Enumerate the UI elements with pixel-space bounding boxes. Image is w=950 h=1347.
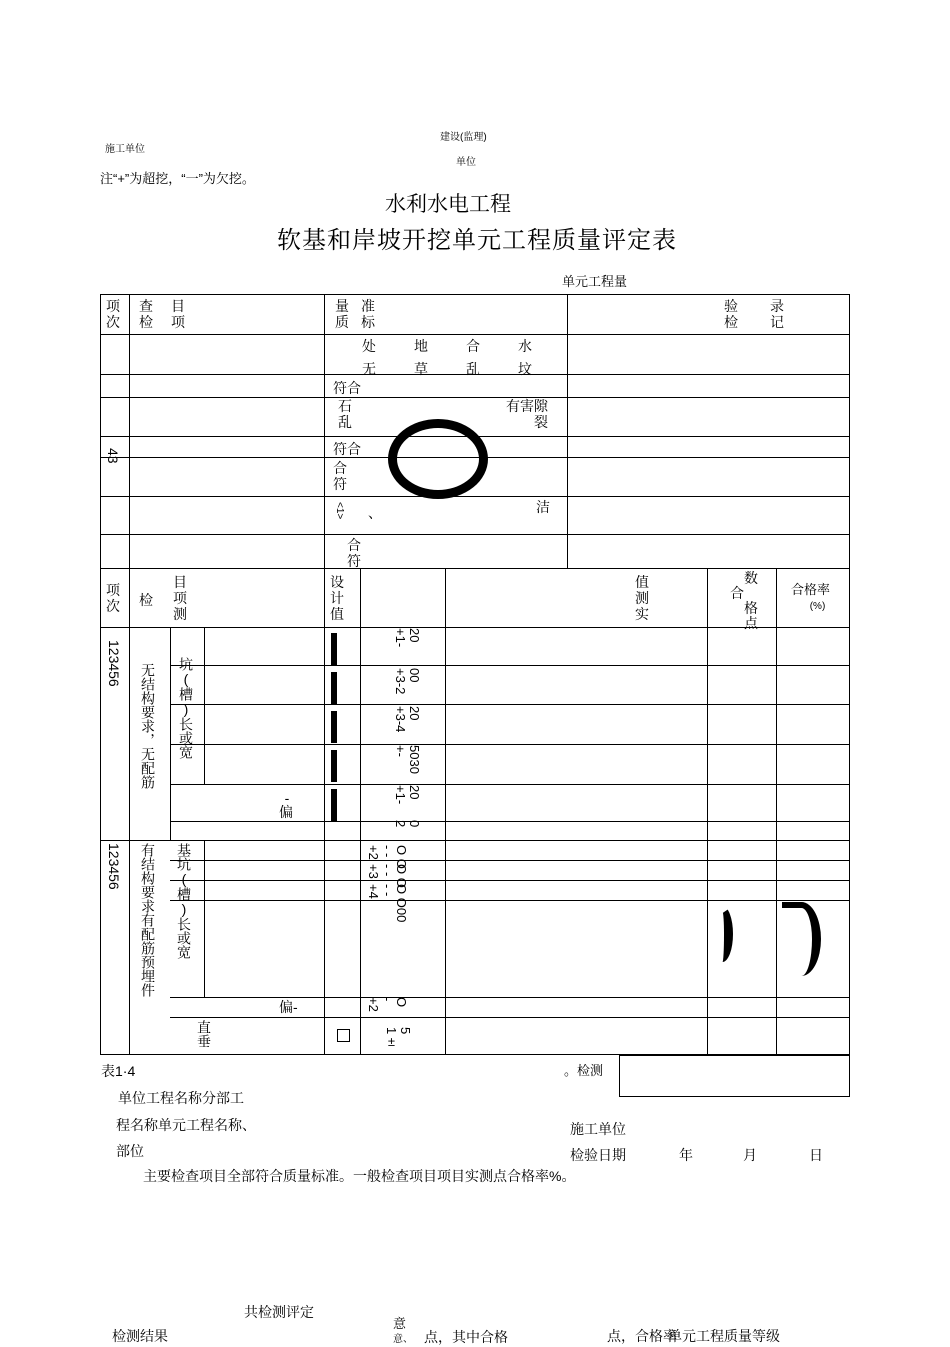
t2-header-check: 检 [139,592,153,608]
group2-allowance-2: O O - - +3 [366,864,409,888]
page-title: 水利水电工程 [385,193,511,216]
row6-standard-right: 洁 [536,499,550,515]
group2-label: 有结构要求有配筋预埋件 [140,843,156,997]
main-items-conclusion: 主要检查项目全部符合质量标准。一般检查项目项目实测点合格率%。 [143,1168,576,1184]
owner-unit-label-2: 单位 [456,157,476,168]
group2-vertical-label: 直垂 [196,1020,212,1048]
group2-allowance-5: 5 1± [384,1027,413,1050]
group1-allowance-3: 20 +3-4 [393,706,422,733]
group1-allowance-6: 0 2 [393,820,422,828]
row6-standard-mid: 、 [368,505,382,521]
group1-sub-label: 坑(槽)长或宽 [178,657,194,759]
design-value-mark [331,789,337,821]
t2-header-points: 数 合 格 点 [730,570,758,631]
row1-standard: 处 地 合 水 无 草 乱 坟 [362,338,532,377]
page-subtitle: 软基和岸坡开挖单元工程质量评定表 [277,227,677,254]
check-date-label: 检验日期 [570,1147,626,1163]
qualified-rate-label: 点，合格率 [607,1328,677,1344]
design-value-mark [331,633,337,665]
quality-grade-label: 单元工程质量等级 [668,1328,780,1344]
mid-mark-2: 意、 [393,1334,413,1345]
group1-allowance-5: 20 +1- [393,785,422,805]
stamp-circle-mark [388,419,488,499]
group2-allowance-4: O - +2 [366,997,409,1012]
row4-item-no: 43 [105,448,121,464]
year-label: 年 [679,1147,693,1163]
partial-mark [712,906,733,962]
owner-unit-label: 建设(监理) [440,132,487,143]
header-quality-standard: 量 准 质 标 [335,298,375,330]
t2-header-measured: 值 测 实 [635,574,649,622]
t2-header-item-no: 项 次 [106,582,120,614]
month-label: 月 [743,1147,757,1163]
group1-allowance-1: 20 +1- [393,628,422,648]
row5-standard: 合 符 [333,460,347,492]
t2-header-rate: 合格率 (%) [791,582,831,612]
header-inspection-record: 验 录 检 记 [724,298,784,330]
t2-header-design: 设 计 值 [330,574,344,622]
inspection-box [619,1055,850,1097]
mid-mark-1: 意 [393,1316,407,1331]
table-number: 表1·4 [101,1063,136,1079]
quantity-label: 单元工程量 [562,274,628,289]
header-item-no: 项 次 [106,298,120,330]
group2-allowance-1: O O - - +2 [366,845,409,869]
row2-standard: 符合 [333,380,361,396]
day-label: 日 [809,1147,823,1163]
partial-mark [782,902,821,976]
empty-checkbox[interactable] [337,1029,350,1042]
design-value-mark [331,750,337,782]
row4-standard: 符合 [333,441,361,457]
project-name: 程名称单元工程名称、 [116,1117,256,1133]
note-text: 注“+”为超挖，“一”为欠挖。 [100,171,255,186]
row3-standard-right: 有害隙 裂 [506,398,548,430]
qualified-points-label: 点，其中合格 [424,1329,508,1345]
row7-standard: 合 符 [347,537,361,569]
group2-allowance-3: O O00 - - +4 [366,884,409,923]
design-value-mark [331,711,337,743]
header-check-item: 查 目 检 项 [139,298,185,330]
group2-item-numbers: 123456 [106,843,122,890]
construction-unit-label: 施工单位 [105,144,145,155]
group1-item-numbers: 123456 [106,640,122,687]
inspect-label: 。检测 [564,1063,604,1078]
group2-offset-mark-label: 偏- [279,999,298,1015]
row3-standard-left: 石 乱 [338,398,352,430]
group1-allowance-2: 00 +3-2 [393,668,422,695]
group2-sub-label: 基坑(槽)长或宽 [176,843,192,959]
design-value-mark [331,672,337,704]
evaluation-table [100,294,850,1054]
total-evaluation-label: 共检测评定 [244,1304,314,1320]
group1-offset-label: 偏 [279,804,293,820]
t2-header-item: 目 项 测 [173,574,187,622]
unit-project-name: 单位工程名称分部工 [118,1090,244,1106]
row6-standard-left: <1> [334,502,345,520]
group1-allowance-4: 5030 +- [393,745,422,774]
part-label: 部位 [116,1143,144,1159]
result-label: 检测结果 [112,1328,168,1344]
group1-offset-mark: - [279,790,295,806]
group1-label: 无结构要求，无配筋 [140,663,156,789]
construction-unit-footer: 施工单位 [570,1121,626,1137]
